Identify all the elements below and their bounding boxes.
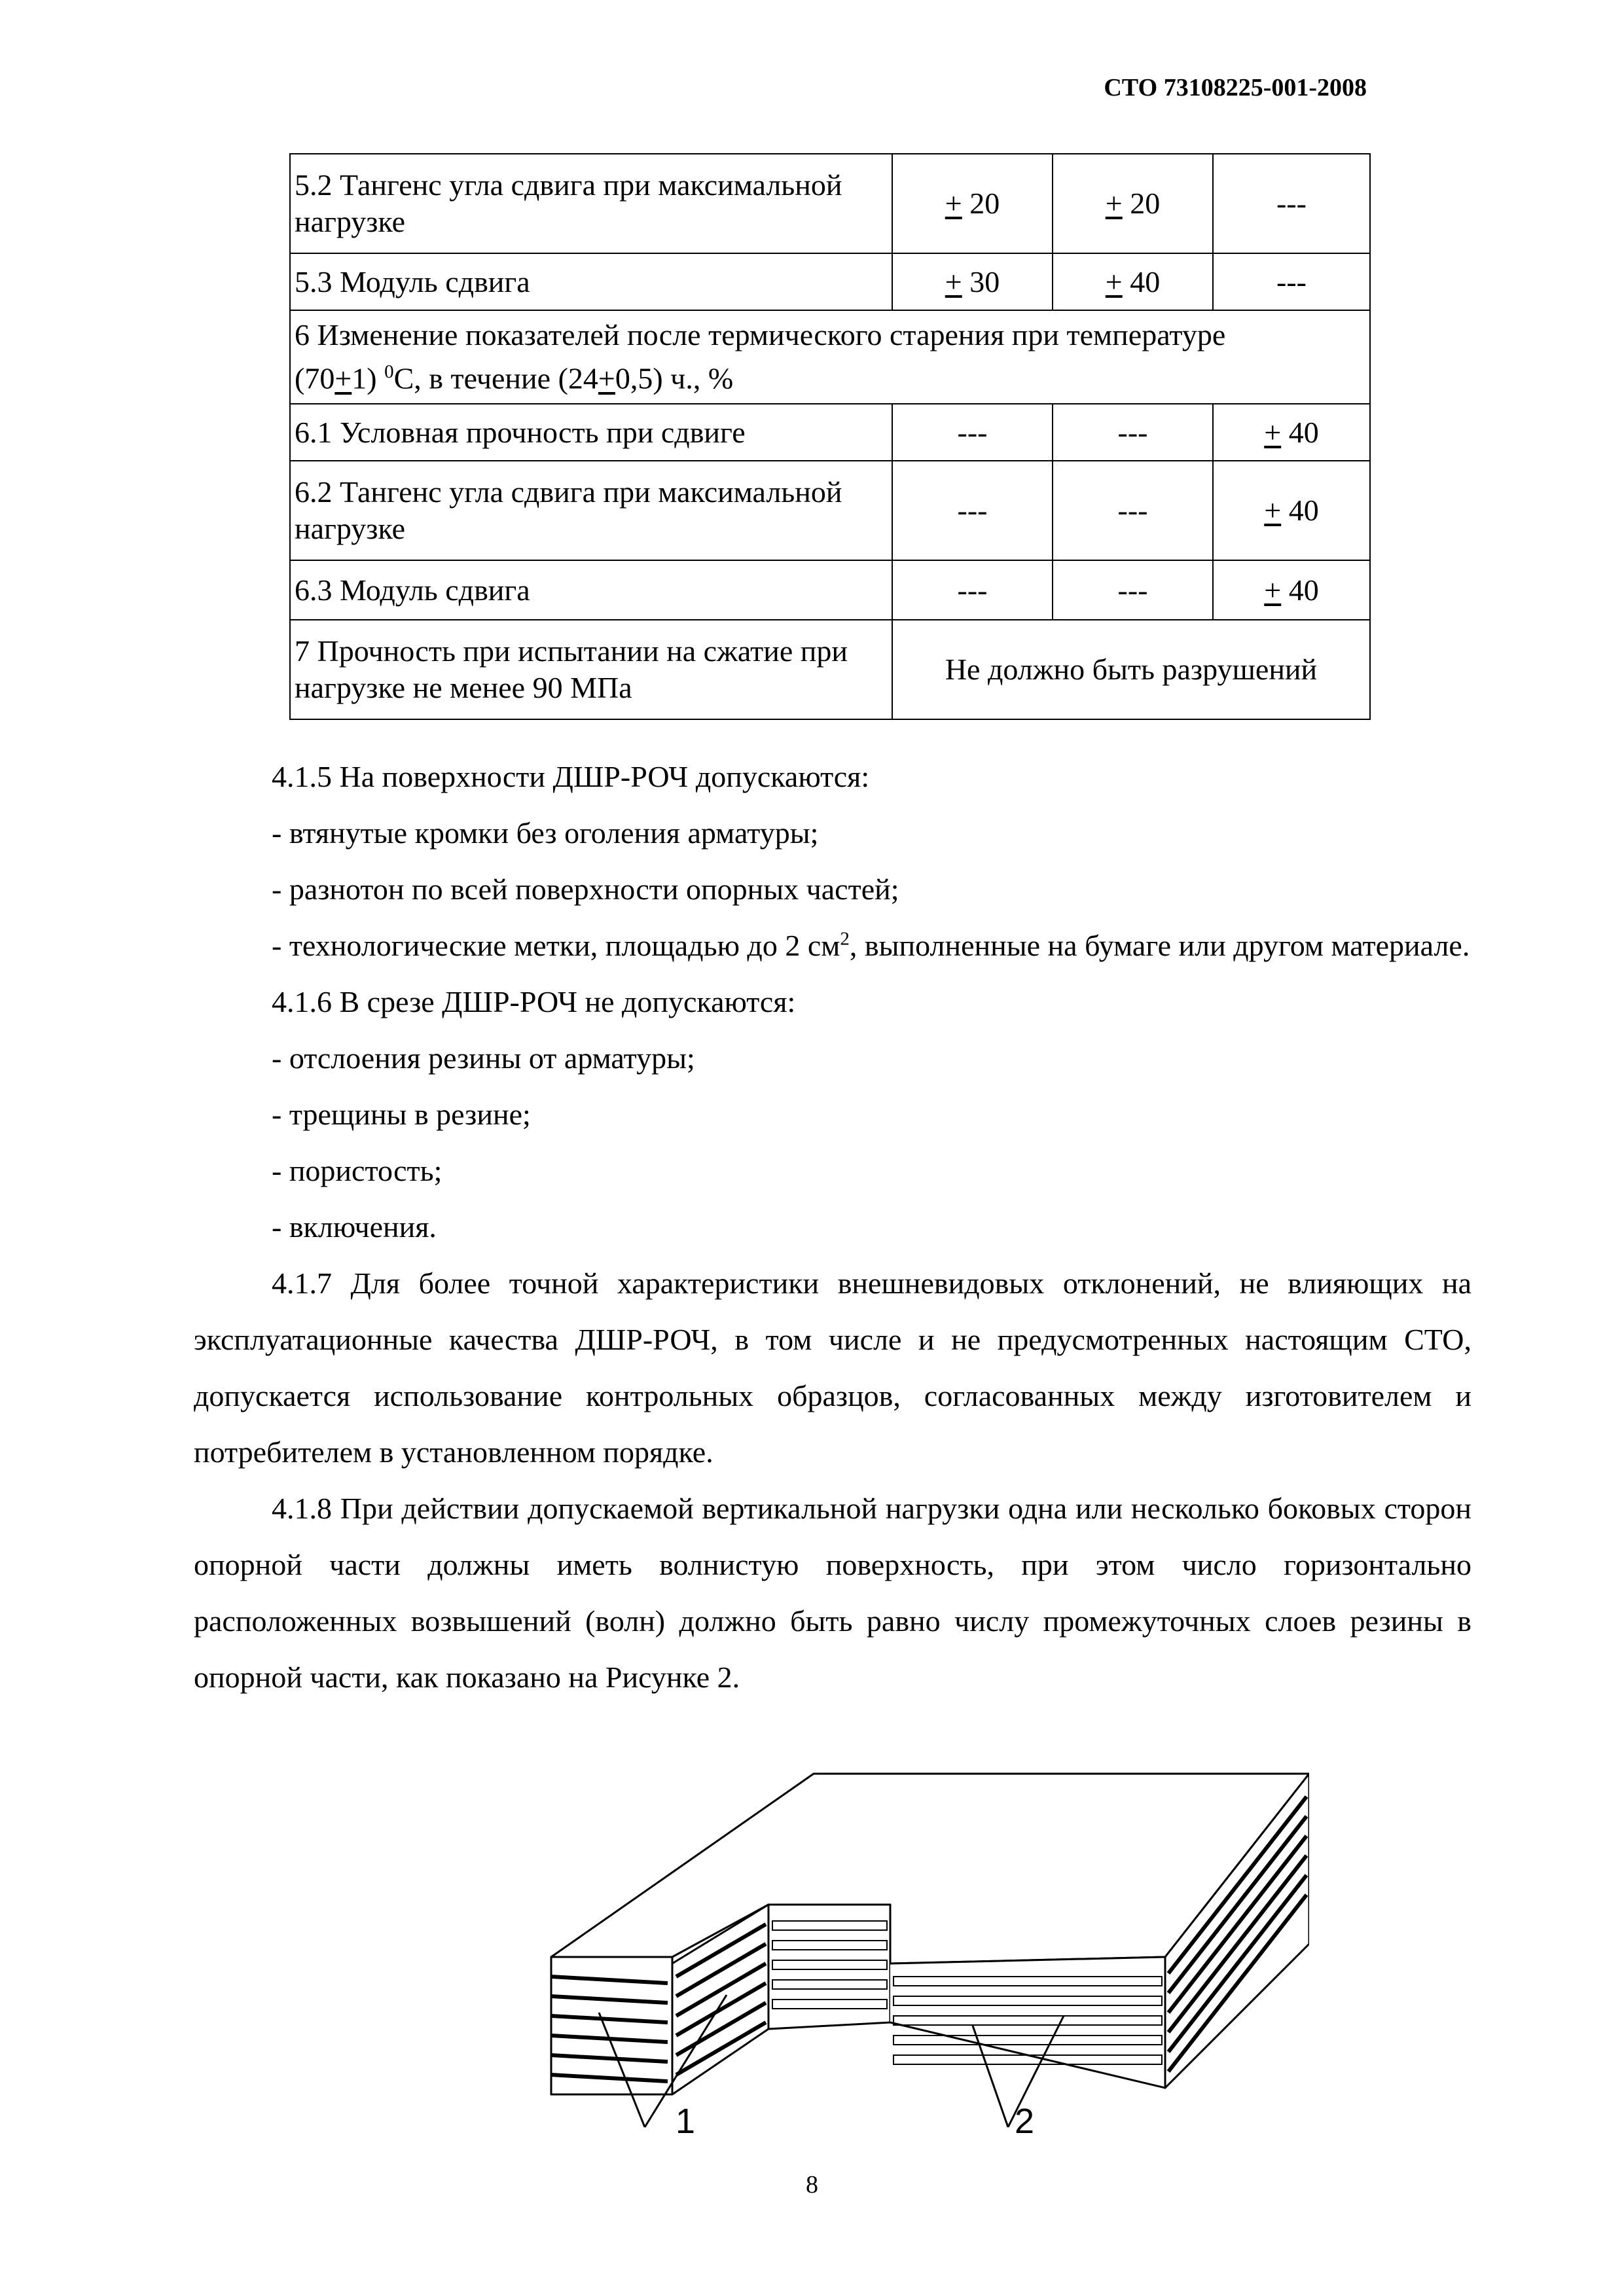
table-row	[290, 154, 1370, 253]
row-name: 5.2 Тангенс угла сдвига при максимальной нагрузке	[290, 154, 892, 253]
value-cell	[1213, 461, 1370, 560]
row-name: 5.3 Модуль сдвига	[290, 253, 892, 310]
row-name: 7 Прочность при испытании на сжатие при нагрузке не менее 90 МПа	[290, 620, 892, 719]
row-name: 6.3 Модуль сдвига	[290, 560, 892, 620]
value-text: 40	[1281, 573, 1319, 607]
paragraph-4-1-7: 4.1.7 Для более точной характеристики внешневидовых отклонений, не влияющих на эксплуатационные качества ДШР-РОЧ, в том числе и не предусмотренных настоящим СТО, допускается использование контрольных образцов, согласованных между изготовителем и потребителем в установленном порядке.	[194, 1266, 1471, 1469]
section-text: 0,5) ч., %	[615, 361, 734, 395]
section-heading	[290, 310, 1370, 404]
value-cell: ---	[1213, 154, 1370, 253]
list-item	[194, 918, 1471, 974]
plus-minus-sign: +	[1105, 264, 1123, 298]
figure-bearing-diagram	[537, 1761, 1309, 2166]
value-text: 30	[962, 264, 1000, 298]
row-name: 6.1 Условная прочность при сдвиге	[290, 404, 892, 461]
section-text: 6 Изменение показателей после термического старения при температуре	[295, 318, 1226, 352]
value-cell: ---	[1053, 461, 1213, 560]
requirements-table	[289, 153, 1371, 720]
merged-value-cell: Не должно быть разрушений	[892, 620, 1370, 719]
value-cell	[1213, 404, 1370, 461]
table-row	[290, 461, 1370, 560]
table-row	[290, 253, 1370, 310]
value-cell	[892, 253, 1053, 310]
plus-minus-sign: +	[334, 361, 352, 395]
list-item: - отслоения резины от арматуры;	[272, 1041, 695, 1075]
paragraph-4-1-5: 4.1.5 На поверхности ДШР-РОЧ допускаются:	[272, 760, 870, 793]
plus-minus-sign: +	[1264, 415, 1282, 449]
plus-minus-sign: +	[598, 361, 615, 395]
section-text: 1)	[352, 361, 385, 395]
value-text: 40	[1281, 415, 1319, 449]
plus-minus-sign: +	[1105, 187, 1123, 220]
value-cell: ---	[1053, 560, 1213, 620]
value-text: 20	[962, 187, 1000, 220]
paragraph-4-1-6: 4.1.6 В срезе ДШР-РОЧ не допускаются:	[272, 985, 796, 1018]
paragraph-4-1-8: 4.1.8 При действии допускаемой вертикальной нагрузки одна или несколько боковых сторон опорной части должны иметь волнистую поверхность, при этом число горизонтально расположенных возвышений (волн) должно быть равно числу промежуточных слоев резины в опорной части, как показано на Рисунке 2.	[194, 1492, 1471, 1694]
section-text: (70	[295, 361, 335, 395]
table-row	[290, 404, 1370, 461]
plus-minus-sign: +	[945, 264, 962, 298]
plus-minus-sign: +	[945, 187, 962, 220]
list-item-text: - технологические метки, площадью до 2 см	[272, 929, 840, 962]
value-text: 20	[1122, 187, 1161, 220]
page-number: 8	[806, 2171, 818, 2198]
superscript: 2	[840, 928, 850, 950]
list-item: - трещины в резине;	[272, 1098, 531, 1131]
value-cell: ---	[892, 461, 1053, 560]
bearing-drawing	[537, 1761, 1309, 2166]
value-cell	[1213, 560, 1370, 620]
value-cell	[892, 154, 1053, 253]
value-cell: ---	[892, 404, 1053, 461]
value-cell: ---	[892, 560, 1053, 620]
value-cell	[1053, 154, 1213, 253]
table-section-row	[290, 310, 1370, 404]
value-cell: ---	[1213, 253, 1370, 310]
section-text: С, в течение (24	[393, 361, 598, 395]
plus-minus-sign: +	[1264, 573, 1282, 607]
list-item-text: , выполненные на бумаге или другом материале.	[849, 929, 1470, 962]
list-item: - включения.	[272, 1210, 437, 1244]
body-text	[194, 749, 1471, 1706]
table-row	[290, 620, 1370, 719]
value-cell: ---	[1053, 404, 1213, 461]
value-cell	[1053, 253, 1213, 310]
row-name: 6.2 Тангенс угла сдвига при максимальной нагрузке	[290, 461, 892, 560]
figure-label-2: 2	[1015, 2102, 1035, 2141]
plus-minus-sign: +	[1264, 493, 1282, 527]
value-text: 40	[1122, 264, 1161, 298]
document-code: СТО 73108225-001-2008	[1104, 74, 1367, 101]
degree-superscript: 0	[384, 361, 394, 383]
list-item: - втянутые кромки без оголения арматуры;	[272, 816, 819, 850]
table-row	[290, 560, 1370, 620]
value-text: 40	[1281, 493, 1319, 527]
list-item: - разнотон по всей поверхности опорных частей;	[272, 872, 899, 906]
figure-label-1: 1	[676, 2102, 696, 2141]
list-item: - пористость;	[272, 1154, 442, 1187]
